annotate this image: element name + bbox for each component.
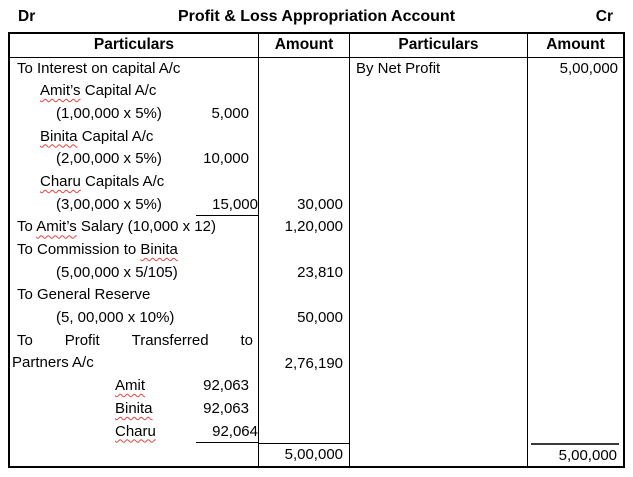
calc-text: (5,00,000 x 5/105) (56, 263, 178, 281)
sub-amount: 92,063 (203, 399, 249, 417)
debit-profit-transferred-line2 (10, 352, 258, 375)
debit-total-amount: 5,00,000 (259, 443, 349, 466)
debit-commission-calc (10, 262, 258, 285)
amount-value: 1,20,000 (284, 218, 343, 236)
misspelled-word: Charu (115, 422, 156, 440)
debit-share-binita (10, 398, 258, 421)
misspelled-word: Charu (40, 172, 81, 190)
debit-amount-column (259, 58, 350, 467)
misspelled-word: Binita (115, 399, 153, 417)
misspelled-word: Amit’s (36, 218, 77, 236)
credit-total-amount: 5,00,000 (531, 443, 619, 466)
particulars-text: To (17, 218, 37, 236)
table-body (10, 58, 623, 467)
account-caption (8, 4, 625, 32)
debit-charu-capital-calc (10, 194, 258, 217)
misspelled-word: Binita (40, 127, 78, 145)
debit-interest-heading (10, 58, 258, 81)
amount-value: 30,000 (297, 195, 343, 213)
particulars-text: To Interest on capital A/c (17, 59, 181, 77)
col-header-particulars-debit: Particulars (10, 34, 259, 57)
debit-commission-binita (10, 239, 258, 262)
misspelled-word: Binita (140, 241, 178, 258)
debit-binita-capital-calc (10, 148, 258, 171)
calc-text: (3,00,000 x 5%) (56, 195, 162, 213)
calc-text: (1,00,000 x 5%) (56, 104, 162, 122)
calc-text: (5, 00,000 x 10%) (56, 309, 175, 327)
debit-particulars-column (10, 58, 259, 467)
amount-value: 50,000 (297, 309, 343, 327)
appropriation-table (8, 32, 625, 468)
debit-share-amit (10, 375, 258, 398)
col-header-particulars-credit: Particulars (350, 34, 528, 57)
dr-label: Dr (18, 8, 36, 25)
misspelled-word: Amit (115, 377, 145, 395)
credit-net-profit (350, 58, 527, 81)
debit-general-reserve (10, 284, 258, 307)
particulars-text: Partners A/c (12, 354, 94, 372)
word: Profit (64, 331, 100, 349)
word: To (17, 331, 33, 349)
credit-amount-column (528, 58, 623, 467)
debit-share-charu (10, 421, 258, 444)
debit-amit-capital (10, 80, 258, 103)
debit-amit-salary (10, 216, 258, 239)
particulars-text: Capital A/c (77, 127, 154, 145)
particulars-text: Salary (10,000 x 12) (76, 218, 216, 236)
debit-general-reserve-calc (10, 307, 258, 330)
word: to (240, 331, 253, 349)
amount-value: 23,810 (297, 263, 343, 281)
debit-amit-capital-calc (10, 103, 258, 126)
amount-value: 5,00,000 (559, 59, 618, 77)
word: Transferred (131, 331, 209, 349)
debit-binita-capital (10, 126, 258, 149)
debit-charu-capital (10, 171, 258, 194)
amount-value: 2,76,190 (284, 354, 343, 372)
misspelled-word: Amit’s (40, 82, 81, 100)
credit-particulars-column (350, 58, 528, 467)
sub-amount-underlined: 15,000 (196, 194, 258, 217)
calc-text: (2,00,000 x 5%) (56, 150, 162, 168)
col-header-amount-debit: Amount (259, 34, 350, 57)
table-header-row (10, 34, 623, 58)
account-title: Profit & Loss Appropriation Account (177, 8, 456, 25)
particulars-text: To Commission to (17, 241, 141, 258)
particulars-text: Capitals A/c (80, 172, 165, 190)
empty-line (10, 443, 258, 466)
cr-label: Cr (595, 8, 613, 25)
particulars-text: Capital A/c (80, 82, 157, 100)
sub-amount-underlined: 92,064 (196, 421, 258, 444)
col-header-amount-credit: Amount (546, 36, 605, 53)
sub-amount: 5,000 (211, 104, 249, 122)
particulars-text: By Net Profit (356, 59, 441, 77)
sub-amount: 10,000 (203, 150, 249, 168)
debit-profit-transferred-line1 (10, 330, 258, 353)
particulars-text: To General Reserve (17, 286, 151, 304)
sub-amount: 92,063 (203, 377, 249, 395)
